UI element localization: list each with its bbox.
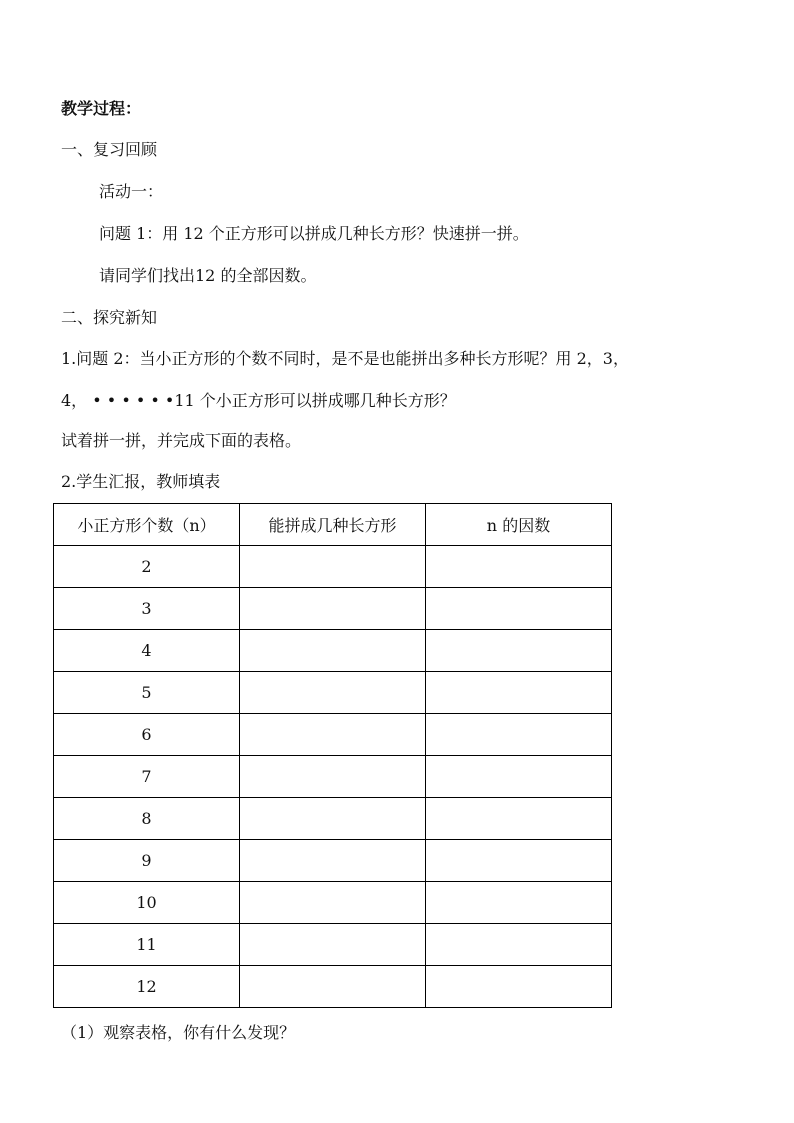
- header-rectangles: 能拼成几种长方形: [240, 504, 426, 546]
- table-row: [54, 840, 612, 882]
- cell-rectangles: [240, 882, 426, 924]
- cell-rectangles: [240, 966, 426, 1008]
- question-2-line-2: 4， • • • • • •11 个小正方形可以拼成哪几种长方形？: [61, 391, 456, 410]
- cell-factors: [426, 798, 612, 840]
- header-factors: n 的因数: [426, 504, 612, 546]
- table-row: [54, 966, 612, 1008]
- item-2-report: 2.学生汇报，教师填表: [61, 472, 221, 491]
- cell-count: 9: [54, 840, 240, 882]
- table-row: [54, 924, 612, 966]
- table-row: [54, 798, 612, 840]
- cell-count: 3: [54, 588, 240, 630]
- cell-factors: [426, 840, 612, 882]
- cell-rectangles: [240, 798, 426, 840]
- table-row: [54, 882, 612, 924]
- cell-count: 12: [54, 966, 240, 1008]
- cell-rectangles: [240, 714, 426, 756]
- table-row: [54, 714, 612, 756]
- cell-factors: [426, 756, 612, 798]
- cell-factors: [426, 546, 612, 588]
- section-1-title: 一、复习回顾: [61, 140, 158, 159]
- header-count: 小正方形个数（n）: [54, 504, 240, 546]
- rectangle-table: [53, 503, 612, 1008]
- section-2-title: 二、探究新知: [61, 308, 158, 327]
- cell-factors: [426, 924, 612, 966]
- cell-rectangles: [240, 588, 426, 630]
- cell-rectangles: [240, 630, 426, 672]
- table-body: [54, 504, 612, 1008]
- observation-question: （1）观察表格，你有什么发现？: [61, 1023, 296, 1042]
- table-row: [54, 756, 612, 798]
- cell-factors: [426, 966, 612, 1008]
- question-2-line-1: 1.问题 2：当小正方形的个数不同时，是不是也能拼出多种长方形呢？用 2，3，: [61, 349, 629, 368]
- cell-rectangles: [240, 756, 426, 798]
- table-row: [54, 630, 612, 672]
- cell-count: 10: [54, 882, 240, 924]
- cell-count: 8: [54, 798, 240, 840]
- cell-rectangles: [240, 924, 426, 966]
- heading: 教学过程：: [61, 99, 142, 118]
- cell-factors: [426, 588, 612, 630]
- cell-rectangles: [240, 546, 426, 588]
- cell-rectangles: [240, 672, 426, 714]
- instruction-factors: 请同学们找出12 的全部因数。: [99, 266, 317, 285]
- table-row: [54, 546, 612, 588]
- cell-count: 6: [54, 714, 240, 756]
- cell-count: 11: [54, 924, 240, 966]
- table-row: [54, 588, 612, 630]
- cell-factors: [426, 882, 612, 924]
- cell-factors: [426, 714, 612, 756]
- cell-count: 4: [54, 630, 240, 672]
- cell-rectangles: [240, 840, 426, 882]
- cell-count: 2: [54, 546, 240, 588]
- table-header-row: [54, 504, 612, 546]
- table-row: [54, 672, 612, 714]
- question-1: 问题 1：用 12 个正方形可以拼成几种长方形？快速拼一拼。: [99, 224, 529, 243]
- activity-label: 活动一：: [99, 182, 164, 201]
- cell-count: 5: [54, 672, 240, 714]
- question-2-line-3: 试着拼一拼，并完成下面的表格。: [61, 431, 302, 450]
- cell-count: 7: [54, 756, 240, 798]
- cell-factors: [426, 630, 612, 672]
- cell-factors: [426, 672, 612, 714]
